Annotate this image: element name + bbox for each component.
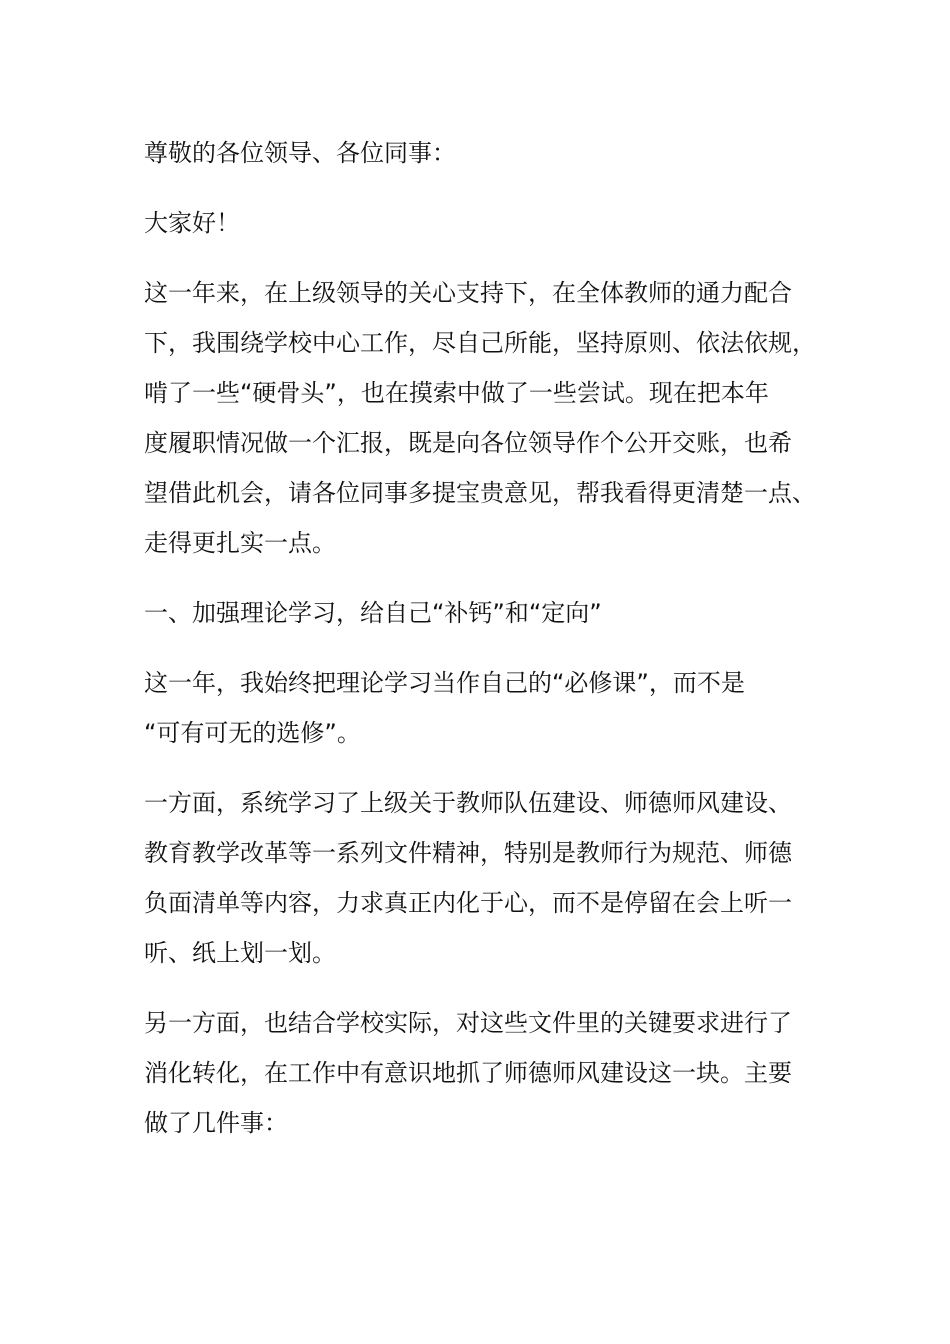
intro-paragraph [144,268,824,568]
text-line: “可有可无的选修”。 [144,719,361,747]
text-line: 另一方面，也结合学校实际，对这些文件里的关键要求进行了 [144,1009,792,1037]
body-paragraph [144,778,824,978]
section-heading [144,588,824,638]
text-line: 啃了一些“硬骨头”，也在摸索中做了一些尝试。现在把本年 [144,379,769,407]
text-line: 做了几件事： [144,1109,288,1137]
greeting [144,198,824,248]
text-line: 一、加强理论学习，给自己“补钙”和“定向” [144,599,602,627]
text-line: 负面清单等内容，力求真正内化于心，而不是停留在会上听一 [144,889,792,917]
text-line: 教育教学改革等一系列文件精神，特别是教师行为规范、师德 [144,839,792,867]
text-line: 望借此机会，请各位同事多提宝贵意见，帮我看得更清楚一点、 [144,479,816,507]
text-line: 听、纸上划一划。 [144,939,336,967]
text-line: 走得更扎实一点。 [144,529,336,557]
text-line: 消化转化，在工作中有意识地抓了师德师风建设这一块。主要 [144,1059,792,1087]
body-paragraph [144,658,824,758]
text-line: 一方面，系统学习了上级关于教师队伍建设、师德师风建设、 [144,789,792,817]
salutation [144,128,824,178]
text-line: 度履职情况做一个汇报，既是向各位领导作个公开交账，也希 [144,429,792,457]
text-line: 尊敬的各位领导、各位同事： [144,139,456,167]
text-line: 下，我围绕学校中心工作，尽自己所能，坚持原则、依法依规， [144,329,816,357]
text-line: 这一年来，在上级领导的关心支持下，在全体教师的通力配合 [144,279,792,307]
text-line: 大家好！ [144,209,240,237]
text-line: 这一年，我始终把理论学习当作自己的“必修课”，而不是 [144,669,745,697]
document-body [144,128,824,1168]
body-paragraph [144,998,824,1148]
